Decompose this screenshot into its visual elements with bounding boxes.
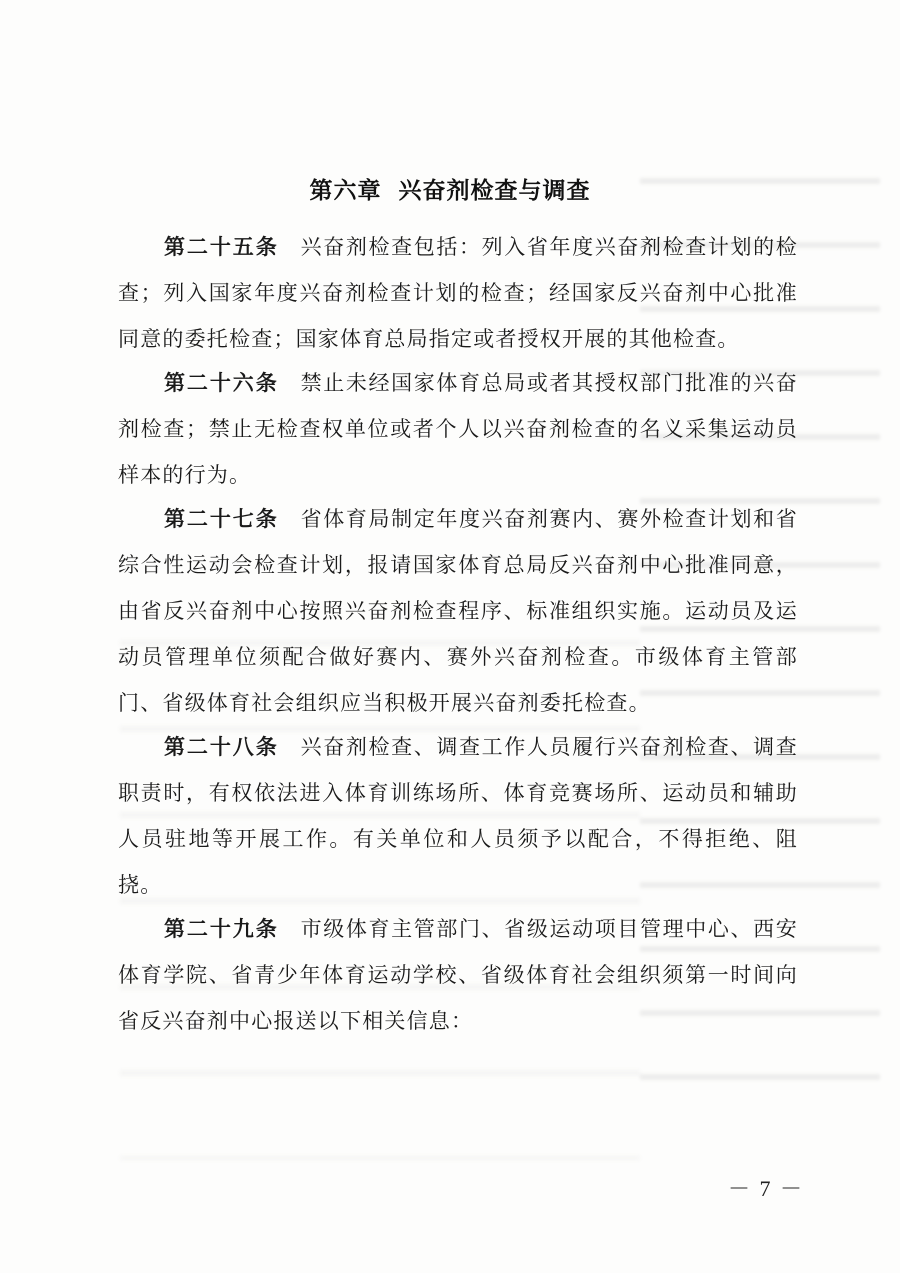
article-number: 第二十九条: [164, 917, 279, 941]
article-number: 第二十七条: [164, 507, 279, 531]
article-number: 第二十八条: [164, 735, 279, 759]
article-26: [118, 360, 798, 498]
article-28: [118, 724, 798, 908]
document-body: [118, 224, 798, 1042]
page-number: － 7 －: [728, 1176, 805, 1201]
article-text: 禁止未经国家体育总局或者其授权部门批准的兴奋剂检查；禁止无检查权单位或者个人以兴奋剂检查的名义采集运动员样本的行为。: [118, 371, 798, 487]
article-number: 第二十五条: [164, 235, 279, 259]
article-25: [118, 224, 798, 362]
article-text: 兴奋剂检查、调查工作人员履行兴奋剂检查、调查职责时，有权依法进入体育训练场所、体育竞赛场所、运动员和辅助人员驻地等开展工作。有关单位和人员须予以配合，不得拒绝、阻挠。: [118, 735, 798, 897]
article-text: 市级体育主管部门、省级运动项目管理中心、西安体育学院、省青少年体育运动学校、省级体育社会组织须第一时间向省反兴奋剂中心报送以下相关信息：: [118, 917, 798, 1033]
article-number: 第二十六条: [164, 371, 279, 395]
article-29: [118, 906, 798, 1044]
article-27: [118, 496, 798, 726]
chapter-title: 第六章 兴奋剂检查与调查: [309, 178, 591, 204]
article-text: 省体育局制定年度兴奋剂赛内、赛外检查计划和省综合性运动会检查计划，报请国家体育总局反兴奋剂中心批准同意，由省反兴奋剂中心按照兴奋剂检查程序、标准组织实施。运动员及运动员管理单位须配合做好赛内、赛外兴奋剂检查。市级体育主管部门、省级体育社会组织应当积极开展兴奋剂委托检查。: [118, 507, 798, 715]
article-text: 兴奋剂检查包括：列入省年度兴奋剂检查计划的检查；列入国家年度兴奋剂检查计划的检查；经国家反兴奋剂中心批准同意的委托检查；国家体育总局指定或者授权开展的其他检查。: [118, 235, 798, 351]
